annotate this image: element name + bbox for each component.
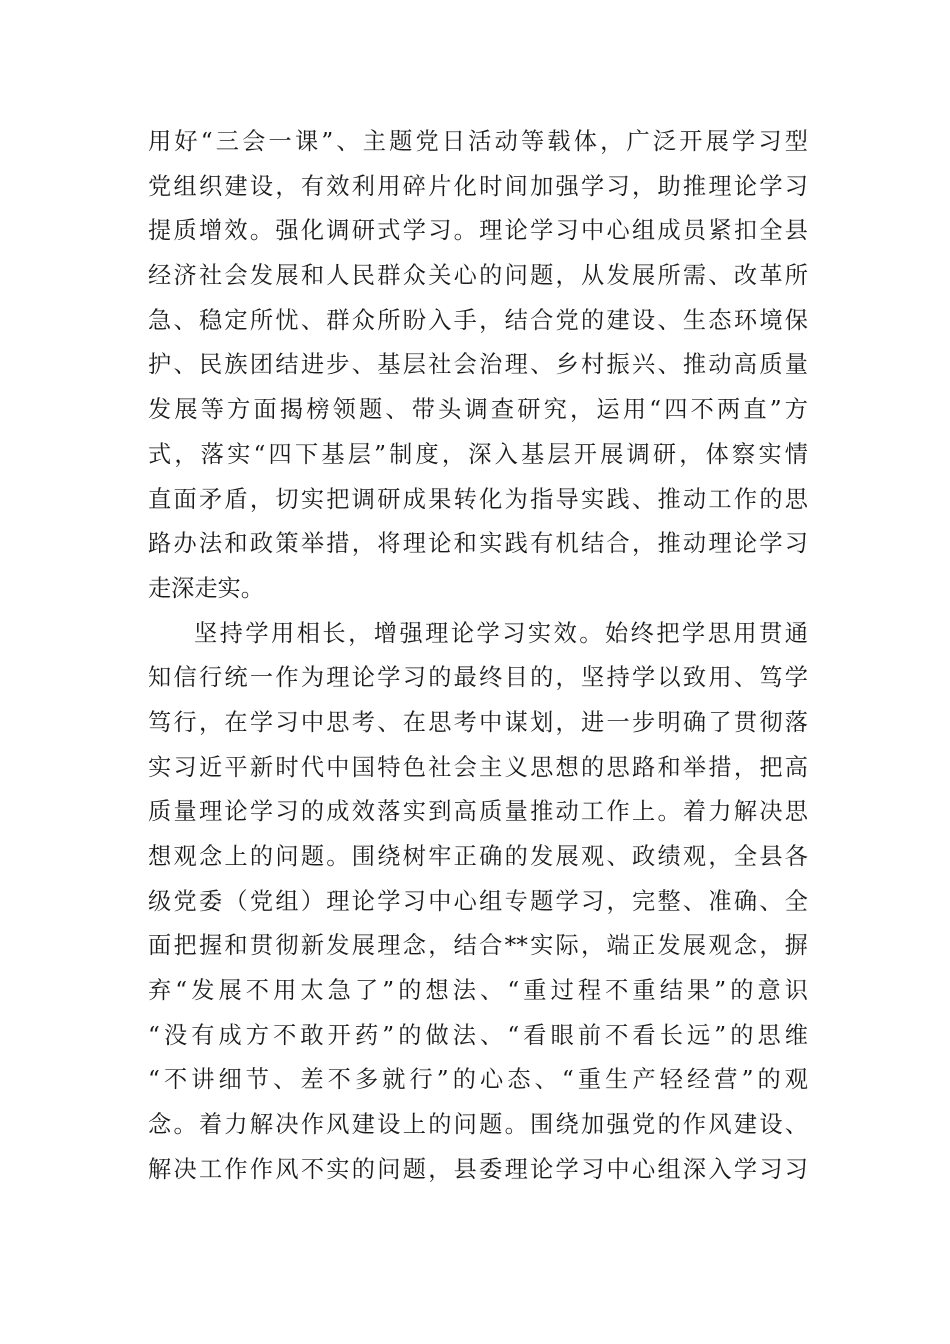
paragraph-1: [148, 120, 808, 612]
text-line: 想观念上的问题。围绕树牢正确的发展观、政绩观，全县各: [148, 843, 808, 870]
text-line: 坚持学用相长，增强理论学习实效。始终把学思用贯通: [194, 619, 808, 647]
text-line: 质量理论学习的成效落实到高质量推动工作上。着力解决思: [148, 798, 808, 826]
text-line: 直面矛盾，切实把调研成果转化为指导实践、推动工作的思: [148, 485, 808, 513]
paragraph-2: [148, 612, 808, 1193]
text-line: 急、稳定所忧、群众所盼入手，结合党的建设、生态环境保: [148, 306, 808, 334]
text-line: 念。着力解决作风建设上的问题。围绕加强党的作风建设、: [148, 1111, 808, 1139]
text-line: 面把握和贯彻新发展理念，结合**实际，端正发展观念，摒: [148, 932, 808, 960]
text-line: “没有成方不敢开药”的做法、“看眼前不看长远”的思维: [148, 1021, 808, 1049]
text-line: 走深走实。: [148, 574, 264, 602]
text-line: 护、民族团结进步、基层社会治理、乡村振兴、推动高质量: [148, 351, 808, 379]
text-line: 发展等方面揭榜领题、带头调查研究，运用“四不两直”方: [148, 396, 808, 424]
text-line: 式，落实“四下基层”制度，深入基层开展调研，体察实情: [148, 440, 808, 468]
text-line: 党组织建设，有效利用碎片化时间加强学习，助推理论学习: [148, 172, 808, 200]
text-line: 笃行，在学习中思考、在思考中谋划，进一步明确了贯彻落: [148, 708, 808, 736]
text-line: 解决工作作风不实的问题，县委理论学习中心组深入学习习: [148, 1155, 808, 1183]
text-line: “不讲细节、差不多就行”的心态、“重生产轻经营”的观: [148, 1066, 808, 1094]
text-line: 用好“三会一课”、主题党日活动等载体，广泛开展学习型: [148, 128, 808, 155]
text-line: 实习近平新时代中国特色社会主义思想的思路和举措，把高: [148, 753, 808, 781]
text-line: 路办法和政策举措，将理论和实践有机结合，推动理论学习: [148, 530, 808, 558]
text-line: 弃“发展不用太急了”的想法、“重过程不重结果”的意识: [148, 977, 808, 1005]
body-text: [148, 120, 808, 1193]
text-line: 提质增效。强化调研式学习。理论学习中心组成员紧扣全县: [148, 217, 808, 245]
text-line: 级党委（党组）理论学习中心组专题学习，完整、准确、全: [148, 887, 808, 915]
text-line: 经济社会发展和人民群众关心的问题，从发展所需、改革所: [148, 262, 808, 290]
text-line: 知信行统一作为理论学习的最终目的，坚持学以致用、笃学: [148, 664, 808, 692]
